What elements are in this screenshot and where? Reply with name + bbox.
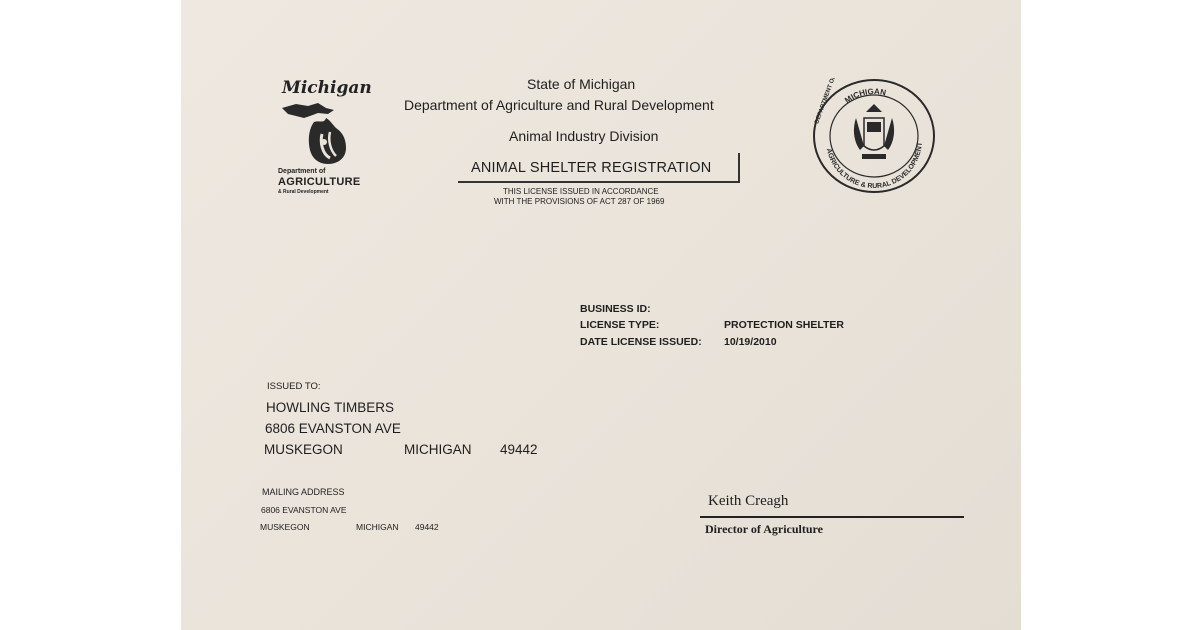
division-heading: Animal Industry Division [509,128,659,144]
signatory-title: Director of Agriculture [705,522,823,536]
logo-dept-text: Department of [278,168,326,175]
registration-title: ANIMAL SHELTER REGISTRATION [471,160,712,176]
license-type-label: LICENSE TYPE: [580,319,660,331]
department-heading: Department of Agriculture and Rural Development [404,97,714,113]
issued-to-state: MICHIGAN [404,442,472,457]
mailing-street: 6806 EVANSTON AVE [261,505,347,515]
act-note-line2: WITH THE PROVISIONS OF ACT 287 OF 1969 [494,197,665,206]
mailing-zip: 49442 [415,522,439,532]
issued-to-city: MUSKEGON [264,442,343,457]
date-issued-value: 10/19/2010 [724,336,777,348]
signature-line [700,516,964,518]
issued-to-zip: 49442 [500,442,538,457]
mailing-city: MUSKEGON [260,522,310,532]
business-id-label: BUSINESS ID: [580,303,651,315]
license-document [181,0,1021,630]
seal-bottom-text: AGRICULTURE & RURAL DEVELOPMENT [824,141,924,191]
logo-agriculture-text: AGRICULTURE [278,176,361,188]
mailing-state: MICHIGAN [356,522,399,532]
mailing-address-label: MAILING ADDRESS [262,487,345,497]
date-issued-label: DATE LICENSE ISSUED: [580,336,702,348]
seal-left-text: DEPARTMENT OF [814,78,838,125]
coat-of-arms-icon [854,104,894,159]
signatory-name: Keith Creagh [708,493,789,509]
issued-to-street: 6806 EVANSTON AVE [265,421,401,436]
act-note-line1: THIS LICENSE ISSUED IN ACCORDANCE [503,187,659,196]
mdard-logo [274,78,374,198]
state-seal [812,78,936,194]
seal-top-text: MICHIGAN [843,86,887,106]
license-type-value: PROTECTION SHELTER [724,319,844,331]
logo-rural-text: & Rural Development [278,189,329,195]
logo-script-text: Michigan [282,78,372,98]
state-heading: State of Michigan [527,76,636,92]
issued-to-label: ISSUED TO: [267,381,321,392]
issued-to-name: HOWLING TIMBERS [266,400,395,415]
